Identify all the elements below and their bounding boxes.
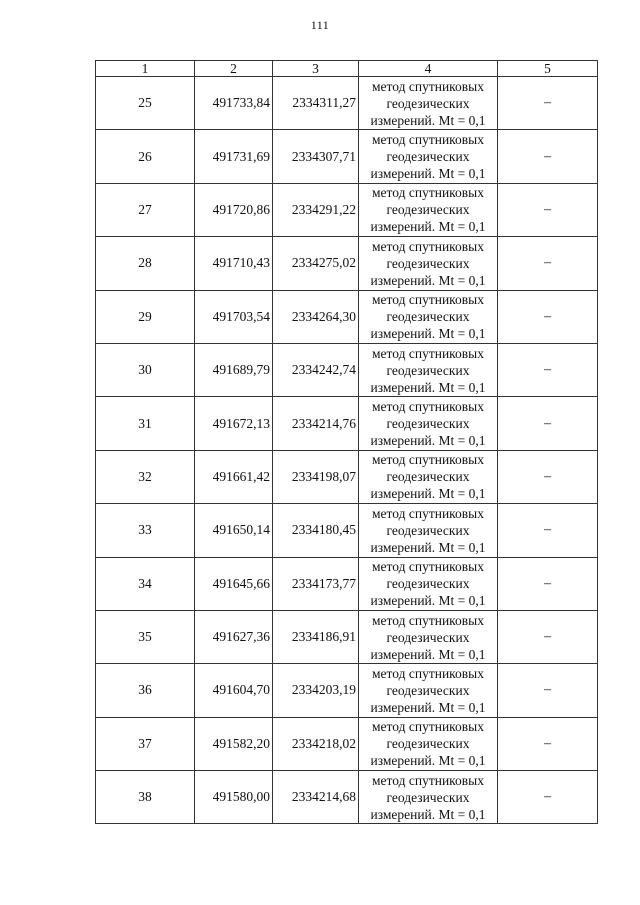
x-coordinate-cell: 491661,42: [195, 450, 273, 503]
x-coordinate-cell: 491604,70: [195, 664, 273, 717]
method-line: метод спутниковых: [372, 78, 484, 94]
method-line: геодезических: [386, 95, 470, 111]
table-row: [96, 450, 598, 503]
method-line: измерений. Mt = 0,1: [370, 593, 486, 609]
y-coordinate-cell: 2334173,77: [273, 557, 359, 610]
note-cell: –: [498, 77, 598, 130]
method-line: измерений. Mt = 0,1: [370, 646, 486, 662]
note-cell: –: [498, 397, 598, 450]
table-row: [96, 504, 598, 557]
x-coordinate-cell: 491627,36: [195, 610, 273, 663]
method-line: геодезических: [386, 309, 470, 325]
y-coordinate-cell: 2334214,76: [273, 397, 359, 450]
y-coordinate-cell: 2334275,02: [273, 237, 359, 290]
coordinates-table: [95, 60, 598, 824]
y-coordinate-cell: 2334180,45: [273, 504, 359, 557]
note-cell: –: [498, 557, 598, 610]
method-line: измерений. Mt = 0,1: [370, 486, 486, 502]
method-line: метод спутниковых: [372, 185, 484, 201]
point-number-cell: 28: [96, 237, 195, 290]
method-line: метод спутниковых: [372, 238, 484, 254]
method-line: геодезических: [386, 255, 470, 271]
point-number-cell: 34: [96, 557, 195, 610]
y-coordinate-cell: 2334311,27: [273, 77, 359, 130]
table-row: [96, 397, 598, 450]
table-row: [96, 237, 598, 290]
method-line: метод спутниковых: [372, 399, 484, 415]
method-line: геодезических: [386, 629, 470, 645]
point-number-cell: 26: [96, 130, 195, 183]
method-line: геодезических: [386, 202, 470, 218]
method-line: геодезических: [386, 469, 470, 485]
method-cell: [359, 77, 498, 130]
note-cell: –: [498, 664, 598, 717]
method-line: геодезических: [386, 362, 470, 378]
note-cell: –: [498, 450, 598, 503]
y-coordinate-cell: 2334186,91: [273, 610, 359, 663]
method-line: измерений. Mt = 0,1: [370, 272, 486, 288]
header-col-1: 1: [96, 61, 195, 77]
table-row: [96, 183, 598, 236]
table-row: [96, 343, 598, 396]
method-line: геодезических: [386, 682, 470, 698]
method-line: измерений. Mt = 0,1: [370, 166, 486, 182]
method-line: геодезических: [386, 416, 470, 432]
method-line: геодезических: [386, 736, 470, 752]
header-col-5: 5: [498, 61, 598, 77]
method-line: измерений. Mt = 0,1: [370, 699, 486, 715]
x-coordinate-cell: 491582,20: [195, 717, 273, 770]
header-col-4: 4: [359, 61, 498, 77]
table-body: [96, 77, 598, 824]
x-coordinate-cell: 491645,66: [195, 557, 273, 610]
method-line: метод спутниковых: [372, 559, 484, 575]
table-row: [96, 771, 598, 824]
note-cell: –: [498, 237, 598, 290]
x-coordinate-cell: 491580,00: [195, 771, 273, 824]
point-number-cell: 38: [96, 771, 195, 824]
method-line: измерений. Mt = 0,1: [370, 753, 486, 769]
table-row: [96, 130, 598, 183]
method-line: измерений. Mt = 0,1: [370, 219, 486, 235]
page-number: 111: [310, 18, 330, 32]
method-line: метод спутниковых: [372, 452, 484, 468]
y-coordinate-cell: 2334218,02: [273, 717, 359, 770]
note-cell: –: [498, 183, 598, 236]
method-cell: [359, 397, 498, 450]
method-cell: [359, 130, 498, 183]
method-line: измерений. Mt = 0,1: [370, 433, 486, 449]
method-cell: [359, 664, 498, 717]
table-row: [96, 610, 598, 663]
note-cell: –: [498, 130, 598, 183]
method-cell: [359, 717, 498, 770]
point-number-cell: 35: [96, 610, 195, 663]
point-number-cell: 31: [96, 397, 195, 450]
y-coordinate-cell: 2334198,07: [273, 450, 359, 503]
method-line: измерений. Mt = 0,1: [370, 326, 486, 342]
method-line: метод спутниковых: [372, 612, 484, 628]
x-coordinate-cell: 491672,13: [195, 397, 273, 450]
point-number-cell: 27: [96, 183, 195, 236]
method-cell: [359, 290, 498, 343]
method-line: геодезических: [386, 522, 470, 538]
header-col-2: 2: [195, 61, 273, 77]
point-number-cell: 29: [96, 290, 195, 343]
y-coordinate-cell: 2334203,19: [273, 664, 359, 717]
x-coordinate-cell: 491689,79: [195, 343, 273, 396]
note-cell: –: [498, 504, 598, 557]
note-cell: –: [498, 343, 598, 396]
method-cell: [359, 557, 498, 610]
header-row: [96, 61, 598, 77]
method-cell: [359, 450, 498, 503]
method-line: метод спутниковых: [372, 292, 484, 308]
note-cell: –: [498, 610, 598, 663]
x-coordinate-cell: 491650,14: [195, 504, 273, 557]
method-line: метод спутниковых: [372, 772, 484, 788]
y-coordinate-cell: 2334307,71: [273, 130, 359, 183]
note-cell: –: [498, 290, 598, 343]
y-coordinate-cell: 2334214,68: [273, 771, 359, 824]
method-line: геодезических: [386, 576, 470, 592]
point-number-cell: 30: [96, 343, 195, 396]
method-line: измерений. Mt = 0,1: [370, 112, 486, 128]
note-cell: –: [498, 717, 598, 770]
point-number-cell: 37: [96, 717, 195, 770]
method-cell: [359, 343, 498, 396]
y-coordinate-cell: 2334291,22: [273, 183, 359, 236]
point-number-cell: 36: [96, 664, 195, 717]
method-line: измерений. Mt = 0,1: [370, 539, 486, 555]
method-line: метод спутниковых: [372, 345, 484, 361]
header-col-3: 3: [273, 61, 359, 77]
method-line: геодезических: [386, 789, 470, 805]
y-coordinate-cell: 2334264,30: [273, 290, 359, 343]
table-row: [96, 77, 598, 130]
table-row: [96, 290, 598, 343]
x-coordinate-cell: 491703,54: [195, 290, 273, 343]
method-line: метод спутниковых: [372, 505, 484, 521]
x-coordinate-cell: 491710,43: [195, 237, 273, 290]
method-cell: [359, 771, 498, 824]
method-cell: [359, 183, 498, 236]
y-coordinate-cell: 2334242,74: [273, 343, 359, 396]
method-line: метод спутниковых: [372, 719, 484, 735]
table-header: [96, 61, 598, 77]
note-cell: –: [498, 771, 598, 824]
table-row: [96, 664, 598, 717]
method-line: метод спутниковых: [372, 665, 484, 681]
method-line: измерений. Mt = 0,1: [370, 379, 486, 395]
method-line: геодезических: [386, 149, 470, 165]
table-row: [96, 717, 598, 770]
x-coordinate-cell: 491720,86: [195, 183, 273, 236]
point-number-cell: 25: [96, 77, 195, 130]
method-line: измерений. Mt = 0,1: [370, 806, 486, 822]
x-coordinate-cell: 491733,84: [195, 77, 273, 130]
x-coordinate-cell: 491731,69: [195, 130, 273, 183]
method-cell: [359, 237, 498, 290]
method-cell: [359, 610, 498, 663]
point-number-cell: 33: [96, 504, 195, 557]
method-cell: [359, 504, 498, 557]
point-number-cell: 32: [96, 450, 195, 503]
table-row: [96, 557, 598, 610]
method-line: метод спутниковых: [372, 132, 484, 148]
